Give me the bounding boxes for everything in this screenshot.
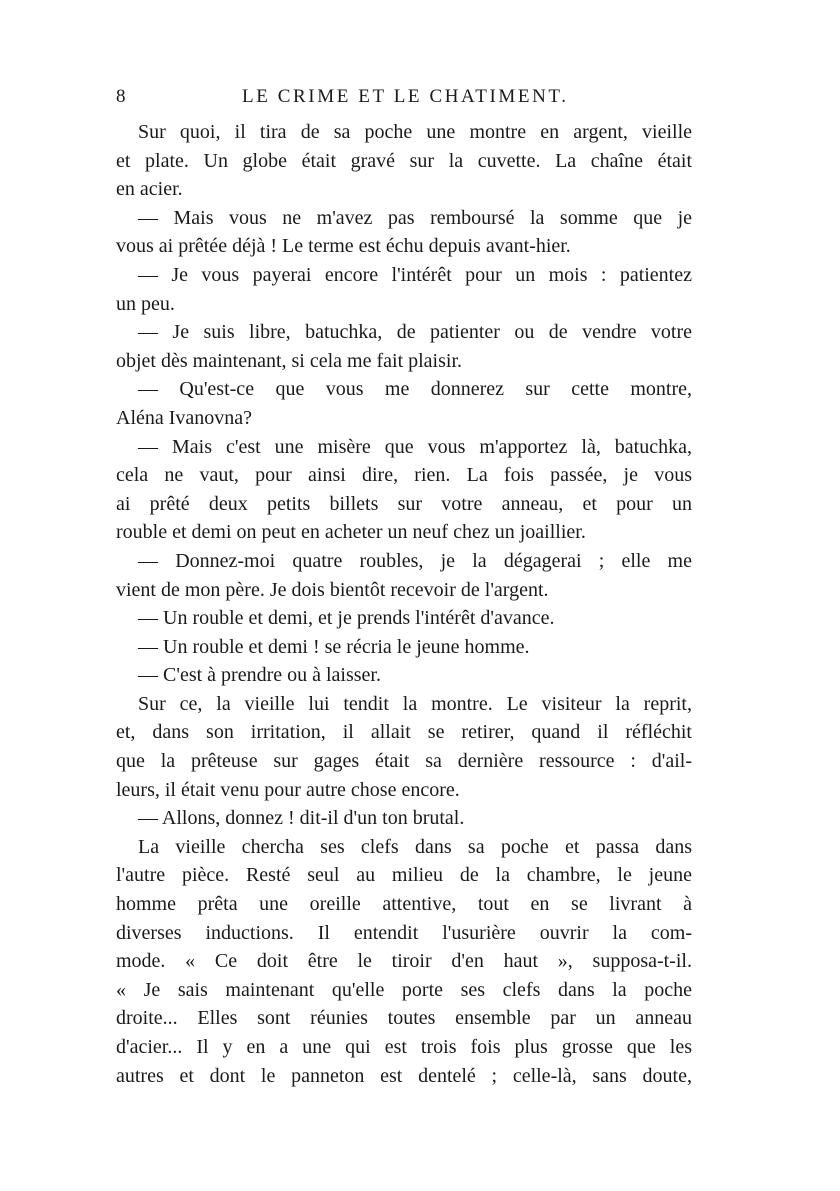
text-line: que la prêteuse sur gages était sa dernière ressource : d'ail- [116, 750, 692, 773]
text-line: — Mais c'est une misère que vous m'apportez là, batuchka, [138, 435, 692, 458]
text-line: La vieille chercha ses clefs dans sa poche et passa dans [138, 835, 692, 858]
text-line: autres et dont le panneton est dentelé ; celle-là, sans doute, [116, 1064, 692, 1087]
text-line: Sur quoi, il tira de sa poche une montre en argent, vieille [138, 121, 692, 143]
text-line: d'acier... Il y en a une qui est trois fois plus grosse que les [116, 1036, 692, 1058]
text-line: Sur ce, la vieille lui tendit la montre. Le visiteur la reprit, [138, 692, 692, 715]
text-line: en acier. [116, 178, 183, 201]
text-line: l'autre pièce. Resté seul au milieu de la chambre, le jeune [116, 864, 692, 887]
text-line: droite... Elles sont réunies toutes ensemble par un anneau [116, 1007, 692, 1030]
text-line: — Un rouble et demi, et je prends l'intérêt d'avance. [138, 607, 555, 630]
text-line: — Allons, donnez ! dit-il d'un ton brutal. [138, 807, 465, 830]
text-line: — Mais vous ne m'avez pas remboursé la somme que je [138, 206, 692, 229]
body-text [116, 118, 692, 1090]
text-line: — C'est à prendre ou à laisser. [138, 664, 381, 687]
text-line: mode. « Ce doit être le tiroir d'en haut », supposa-t-il. [116, 950, 692, 973]
text-line: rouble et demi on peut en acheter un neuf chez un joaillier. [116, 521, 586, 544]
text-line: « Je sais maintenant qu'elle porte ses clefs dans la poche [116, 978, 692, 1001]
text-line: objet dès maintenant, si cela me fait plaisir. [116, 349, 463, 372]
running-head [116, 86, 692, 116]
text-line: leurs, il était venu pour autre chose encore. [116, 778, 460, 801]
page-number: 8 [116, 86, 129, 107]
text-line: Aléna Ivanovna? [116, 406, 253, 429]
text-line: et plate. Un globe était gravé sur la cuvette. La chaîne était [116, 149, 692, 172]
text-line: cela ne vaut, pour ainsi dire, rien. La fois passée, je vous [116, 464, 692, 487]
text-line: homme prêta une oreille attentive, tout en se livrant à [116, 893, 692, 916]
text-line: vient de mon père. Je dois bientôt recevoir de l'argent. [116, 578, 549, 601]
text-line: ai prêté deux petits billets sur votre anneau, et pour un [116, 492, 692, 515]
text-line: un peu. [116, 292, 175, 315]
text-line: — Je vous payerai encore l'intérêt pour un mois : patientez [138, 263, 692, 286]
text-line: — Qu'est-ce que vous me donnerez sur cette montre, [138, 378, 692, 401]
text-line: et, dans son irritation, il allait se retirer, quand il réfléchit [116, 721, 692, 744]
text-line: diverses inductions. Il entendit l'usurière ouvrir la com- [116, 921, 692, 944]
text-line: — Je suis libre, batuchka, de patienter ou de vendre votre [138, 321, 692, 344]
text-line: vous ai prêtée déjà ! Le terme est échu depuis avant-hier. [116, 235, 571, 258]
running-title: LE CRIME ET LE CHATIMENT. [242, 86, 569, 107]
text-line: — Donnez-moi quatre roubles, je la dégagerai ; elle me [138, 549, 692, 572]
text-line: — Un rouble et demi ! se récria le jeune homme. [138, 635, 530, 658]
